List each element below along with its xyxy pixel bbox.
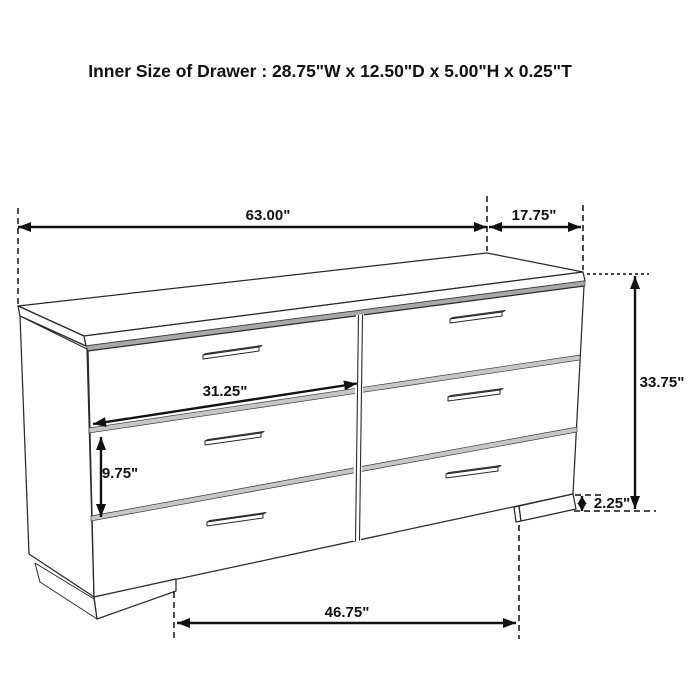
dimension-width-label: 63.00" (245, 207, 291, 224)
dimension-height (574, 274, 684, 511)
dimension-height-label: 33.75" (639, 374, 685, 391)
dimension-base-height-label: 2.25" (593, 495, 631, 512)
dimension-depth-label: 17.75" (511, 207, 557, 224)
dresser-left-side-panel (20, 316, 94, 597)
dimension-width (18, 207, 487, 227)
dimension-depth (489, 207, 581, 227)
dimension-drawer-width-label: 31.25" (202, 383, 248, 400)
diagram-title: Inner Size of Drawer : 28.75"W x 12.50"D x 5.00"H x 0.25"T (88, 61, 572, 81)
dimension-drawer-height-label: 9.75" (101, 465, 139, 482)
dimension-base-span-label: 46.75" (324, 604, 370, 621)
dimension-base-height (575, 495, 630, 512)
dresser-drawing (18, 253, 585, 619)
